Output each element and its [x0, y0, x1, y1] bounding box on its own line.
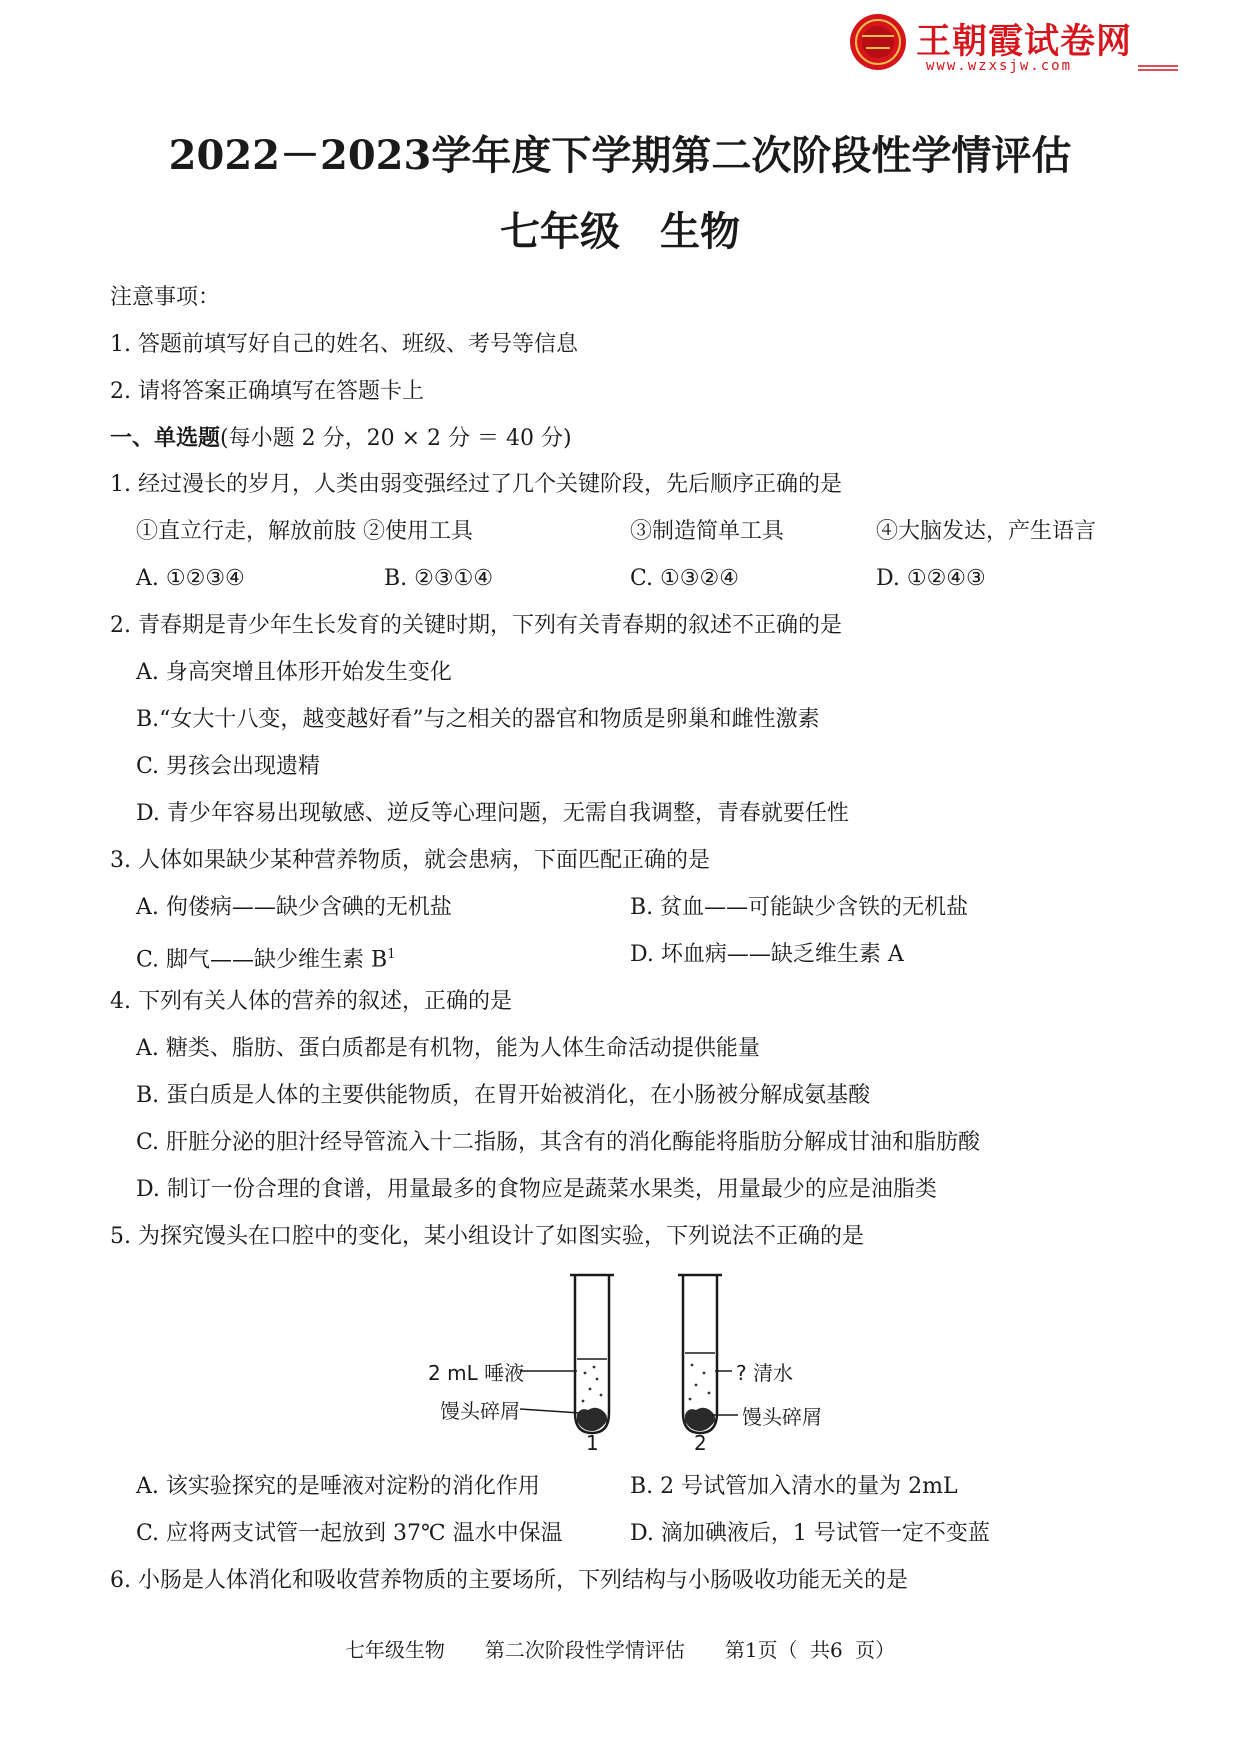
tube2-liquid-label: ? 清水 — [736, 1361, 793, 1385]
seal-icon — [848, 12, 908, 72]
tube2-number: 2 — [694, 1431, 707, 1455]
q4-option-b: B. 蛋白质是人体的主要供能物质，在胃开始被消化，在小肠被分解成氨基酸 — [136, 1083, 871, 1108]
q4-option-d: D. 制订一份合理的食谱，用量最多的食物应是蔬菜水果类，用量最少的应是油脂类 — [136, 1177, 937, 1202]
tube1-solid-label: 馒头碎屑 — [440, 1399, 520, 1423]
q4-option-a: A. 糖类、脂肪、蛋白质都是有机物，能为人体生命活动提供能量 — [136, 1036, 760, 1061]
q2-option-c: C. 男孩会出现遗精 — [136, 754, 321, 779]
q3-option-c-text: C. 脚气——缺少维生素 B — [136, 947, 388, 973]
question-stem: 2. 青春期是青少年生长发育的关键时期，下列有关青春期的叙述不正确的是 — [110, 613, 842, 638]
q1-item: ③制造简单工具 — [630, 519, 785, 544]
note-item: 1. 答题前填写好自己的姓名、班级、考号等信息 — [110, 332, 578, 357]
q1-option-a: A. ①②③④ — [136, 566, 245, 591]
q3-option-c — [136, 940, 395, 975]
section-title: 一、单选题 — [110, 425, 221, 451]
question-stem: 4. 下列有关人体的营养的叙述，正确的是 — [110, 989, 512, 1014]
brand-url[interactable]: www.wzxsjw.com — [926, 58, 1073, 74]
test-tube-figure — [420, 1265, 860, 1455]
q3-option-a: A. 佝偻病——缺少含碘的无机盐 — [136, 895, 452, 920]
note-item: 2. 请将答案正确填写在答题卡上 — [110, 379, 424, 404]
q2-option-b: B.“女大十八变，越变越好看”与之相关的器官和物质是卵巢和雌性激素 — [136, 707, 820, 732]
section-detail: (每小题 2 分，20 × 2 分 ＝ 40 分) — [220, 426, 572, 451]
q3-option-c-sup: 1 — [387, 947, 396, 962]
page-footer: 七年级生物 第二次阶段性学情评估 第1页（ 共6 页） — [344, 1638, 896, 1662]
tube2-solid-label: 馒头碎屑 — [742, 1405, 822, 1429]
brand-name: 王朝霞试卷网 — [916, 22, 1133, 62]
question-stem: 5. 为探究馒头在口腔中的变化，某小组设计了如图实验，下列说法不正确的是 — [110, 1224, 864, 1249]
tube1-liquid-label: 2 mL 唾液 — [428, 1361, 525, 1385]
decor-lines — [1138, 64, 1178, 72]
tube-1 — [570, 1275, 614, 1433]
q1-option-d: D. ①②④③ — [876, 566, 986, 591]
q5-option-c: C. 应将两支试管一起放到 37℃ 温水中保温 — [136, 1521, 563, 1546]
q5-option-d: D. 滴加碘液后，1 号试管一定不变蓝 — [630, 1521, 990, 1546]
q4-option-c: C. 肝脏分泌的胆汁经导管流入十二指肠，其含有的消化酶能将脂肪分解成甘油和脂肪酸 — [136, 1130, 981, 1155]
section-heading — [110, 423, 572, 454]
q3-option-d: D. 坏血病——缺乏维生素 A — [630, 942, 904, 967]
q3-option-b: B. 贫血——可能缺少含铁的无机盐 — [630, 895, 969, 920]
question-stem: 6. 小肠是人体消化和吸收营养物质的主要场所，下列结构与小肠吸收功能无关的是 — [110, 1568, 908, 1593]
tube-2 — [678, 1275, 722, 1433]
q1-option-b: B. ②③①④ — [384, 566, 494, 591]
q1-item: ④大脑发达，产生语言 — [876, 519, 1097, 544]
q5-option-a: A. 该实验探究的是唾液对淀粉的消化作用 — [136, 1474, 540, 1499]
question-stem: 3. 人体如果缺少某种营养物质，就会患病，下面匹配正确的是 — [110, 848, 710, 873]
site-logo — [848, 12, 1168, 74]
tube1-number: 1 — [586, 1431, 599, 1455]
notes-heading: 注意事项： — [110, 285, 221, 310]
exam-title: 2022－2023学年度下学期第二次阶段性学情评估 — [168, 132, 1072, 179]
q2-option-a: A. 身高突增且体形开始发生变化 — [136, 660, 452, 685]
exam-subtitle: 七年级 生物 — [500, 209, 740, 255]
q5-option-b: B. 2 号试管加入清水的量为 2mL — [630, 1474, 958, 1499]
q1-option-c: C. ①③②④ — [630, 566, 739, 591]
q1-item: ①直立行走，解放前肢 ②使用工具 — [136, 519, 473, 544]
q2-option-d: D. 青少年容易出现敏感、逆反等心理问题，无需自我调整，青春就要任性 — [136, 801, 849, 826]
question-stem: 1. 经过漫长的岁月，人类由弱变强经过了几个关键阶段，先后顺序正确的是 — [110, 472, 842, 497]
